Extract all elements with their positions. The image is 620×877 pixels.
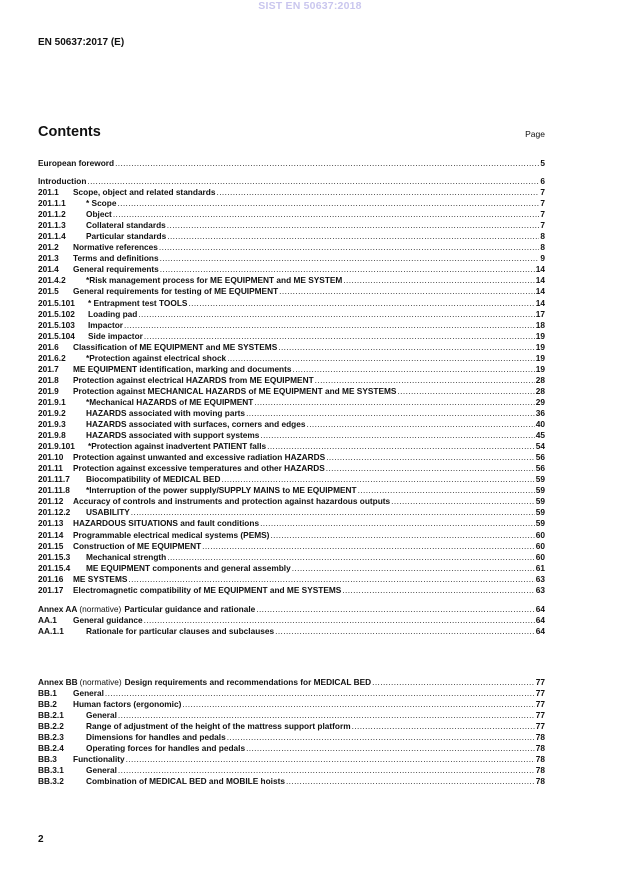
toc-entry-title: Protection against excessive temperatures and other HAZARDS <box>73 463 325 474</box>
toc-entry-title: Dimensions for handles and pedals <box>86 732 226 743</box>
toc-entry[interactable] <box>38 353 545 364</box>
toc-entry-page: 40 <box>535 419 545 430</box>
dot-leader <box>117 198 539 209</box>
toc-entry-number: 201.2 <box>38 242 59 253</box>
toc-entry-page: 17 <box>535 308 545 319</box>
toc-entry-page: 64 <box>535 604 545 614</box>
toc-entry-number: AA.1.1 <box>38 626 64 637</box>
toc-entry[interactable] <box>38 615 545 626</box>
dot-leader <box>115 158 539 169</box>
toc-entry-number: BB.3.2 <box>38 776 64 787</box>
toc-entry-page: 64 <box>535 615 545 626</box>
dot-leader <box>275 626 535 637</box>
toc-entry-foreword[interactable] <box>38 158 545 169</box>
dot-leader <box>391 496 535 507</box>
toc-entry[interactable] <box>38 386 545 397</box>
toc-entry[interactable] <box>38 331 545 342</box>
toc-entry-page: 78 <box>535 743 545 754</box>
dot-leader <box>260 430 534 441</box>
toc-entry-page: 78 <box>535 776 545 787</box>
dot-leader <box>260 518 535 529</box>
toc-entry-title: *Risk management process for ME EQUIPMENT and ME SYSTEM <box>86 275 343 286</box>
toc-entry-page: 6 <box>540 176 545 186</box>
toc-entry-title: HAZARDS associated with support systems <box>86 430 260 441</box>
toc-entry-page: 28 <box>535 374 545 385</box>
toc-entry-title: Loading pad <box>88 308 138 319</box>
toc-entry[interactable] <box>38 754 545 765</box>
dot-leader <box>278 342 535 353</box>
toc-entry-title: *Mechanical HAZARDS of ME EQUIPMENT <box>86 396 254 407</box>
toc-entry-page: 5 <box>540 158 545 168</box>
dot-leader <box>167 220 540 231</box>
toc-entry[interactable] <box>38 507 545 518</box>
toc-entry-number: 201.1.1 <box>38 198 66 209</box>
dot-leader <box>118 765 535 776</box>
dot-leader <box>202 541 535 552</box>
dot-leader <box>293 364 535 375</box>
toc-entry-page: 7 <box>540 209 545 220</box>
toc-entry[interactable] <box>38 585 545 596</box>
dot-leader <box>270 530 534 541</box>
toc-entry-title: Accuracy of controls and instruments and protection against hazardous outputs <box>73 496 391 507</box>
toc-entry[interactable] <box>38 699 545 710</box>
toc-entry[interactable] <box>38 176 545 187</box>
toc-entry[interactable] <box>38 231 545 242</box>
dot-leader <box>397 386 534 397</box>
toc-entry-number: 201.5 <box>38 286 59 297</box>
toc-entry-number: 201.5.104 <box>38 330 75 341</box>
toc-entry-title: Particular guidance and rationale <box>124 604 256 614</box>
toc-entry-page: 28 <box>535 385 545 396</box>
dot-leader <box>118 710 535 721</box>
dot-leader <box>131 507 535 518</box>
toc-entry[interactable] <box>38 721 545 732</box>
toc-entry[interactable] <box>38 452 545 463</box>
dot-leader <box>372 677 535 688</box>
toc-entry-page: 29 <box>535 396 545 407</box>
annex-label: Annex AA <box>38 604 78 614</box>
toc-entry-title: Protection against unwanted and excessive radiation HAZARDS <box>73 452 326 463</box>
toc-entry-title: HAZARDS associated with moving parts <box>86 407 246 418</box>
toc-entry-number: 201.6.2 <box>38 352 66 363</box>
toc-entry[interactable] <box>38 688 545 699</box>
toc-entry-page: 7 <box>540 220 545 231</box>
dot-leader <box>167 552 535 563</box>
toc-entry-title: Biocompatibility of MEDICAL BED <box>86 474 221 485</box>
toc-entry[interactable] <box>38 298 545 309</box>
toc-entry-number: 201.7 <box>38 363 59 374</box>
dot-leader <box>326 452 535 463</box>
toc-entry-number: BB.2.2 <box>38 721 64 732</box>
toc-entry-number: AA.1 <box>38 615 57 626</box>
toc-entry-number: 201.12 <box>38 496 64 507</box>
page-column-label: Page <box>525 129 545 139</box>
toc-entry-page: 36 <box>535 407 545 418</box>
dot-leader <box>286 776 535 787</box>
toc-entry-number: 201.15 <box>38 540 64 551</box>
toc-entry-number: 201.1.2 <box>38 209 66 220</box>
toc-entry-title: Object <box>86 209 112 220</box>
toc-entry-number: 201.1.4 <box>38 231 66 242</box>
toc-main-clauses <box>38 176 545 596</box>
toc-entry-title: USABILITY <box>86 507 130 518</box>
dot-leader <box>216 187 539 198</box>
toc-entry-page: 19 <box>535 341 545 352</box>
toc-entry-number: BB.3 <box>38 754 57 765</box>
toc-entry-title: Operating forces for handles and pedals <box>86 743 246 754</box>
toc-entry-title: Rationale for particular clauses and subclauses <box>86 626 275 637</box>
toc-entry-number: 201.16 <box>38 573 64 584</box>
toc-entry-title: Scope, object and related standards <box>73 187 216 198</box>
dot-leader <box>279 286 535 297</box>
toc-entry[interactable] <box>38 264 545 275</box>
dot-leader <box>227 732 535 743</box>
toc-entry-title: ME EQUIPMENT identification, marking and documents <box>73 363 292 374</box>
toc-entry-title: Terms and definitions <box>73 253 159 264</box>
toc-entry-title: European foreword <box>38 158 115 168</box>
toc-entry-number: 201.17 <box>38 584 64 595</box>
toc-entry[interactable] <box>38 397 545 408</box>
toc-entry[interactable] <box>38 375 545 386</box>
toc-entry[interactable] <box>38 530 545 541</box>
toc-entry-page: 77 <box>535 677 545 687</box>
toc-entry[interactable] <box>38 275 545 286</box>
toc-entry-number: 201.9.101 <box>38 441 75 452</box>
toc-entry-number: BB.2.3 <box>38 732 64 743</box>
toc-entry-title: Construction of ME EQUIPMENT <box>73 540 202 551</box>
toc-entry-number: 201.13 <box>38 518 64 529</box>
toc-entry[interactable] <box>38 198 545 209</box>
toc-entry-title: Human factors (ergonomic) <box>73 699 182 710</box>
toc-entry-page: 56 <box>535 452 545 463</box>
dot-leader <box>358 485 535 496</box>
dot-leader <box>221 474 534 485</box>
document-id-header: EN 50637:2017 (E) <box>38 37 125 48</box>
toc-entry[interactable] <box>38 209 545 220</box>
toc-entry-page: 45 <box>535 430 545 441</box>
toc-entry-number: 201.9 <box>38 385 59 396</box>
dot-leader <box>144 615 535 626</box>
dot-leader <box>159 242 540 253</box>
toc-entry-number: 201.4 <box>38 264 59 275</box>
toc-entry-number: 201.15.4 <box>38 562 71 573</box>
toc-entry[interactable] <box>38 710 545 721</box>
toc-entry[interactable] <box>38 626 545 637</box>
dot-leader <box>160 264 535 275</box>
toc-entry-number: 201.3 <box>38 253 59 264</box>
toc-entry[interactable] <box>38 743 545 754</box>
dot-leader <box>126 754 535 765</box>
annex-label: Annex BB <box>38 677 78 687</box>
toc-entry-page: 64 <box>535 626 545 637</box>
toc-entry-title: Normative references <box>73 242 158 253</box>
toc-entry-page: 60 <box>535 529 545 540</box>
toc-entry-number: 201.9.1 <box>38 396 66 407</box>
toc-entry[interactable] <box>38 485 545 496</box>
toc-entry-title: Protection against MECHANICAL HAZARDS of ME EQUIPMENT and ME SYSTEMS <box>73 385 397 396</box>
toc-entry-number: BB.3.1 <box>38 765 64 776</box>
toc-entry-title: Functionality <box>73 754 125 765</box>
toc-entry-title: *Interruption of the power supply/SUPPLY MAINS to ME EQUIPMENT <box>86 485 357 496</box>
toc-entry-page: 78 <box>535 765 545 776</box>
toc-entry[interactable] <box>38 496 545 507</box>
toc-entry[interactable] <box>38 320 545 331</box>
toc-entry[interactable] <box>38 518 545 529</box>
toc-annex-bb <box>38 677 545 787</box>
toc-entry-number: 201.5.101 <box>38 297 75 308</box>
toc-entry-title: ME SYSTEMS <box>73 573 128 584</box>
toc-entry-title: Collateral standards <box>86 220 166 231</box>
toc-entry[interactable] <box>38 574 545 585</box>
toc-entry[interactable] <box>38 463 545 474</box>
toc-entry-number: 201.5.102 <box>38 308 75 319</box>
toc-entry-title: General requirements for testing of ME EQUIPMENT <box>73 286 279 297</box>
dot-leader <box>326 463 535 474</box>
toc-entry-number: 201.8 <box>38 374 59 385</box>
toc-entry-title: ME EQUIPMENT components and general assembly <box>86 562 291 573</box>
dot-leader <box>160 253 540 264</box>
toc-entry-page: 63 <box>535 584 545 595</box>
toc-entry-page: 19 <box>535 330 545 341</box>
toc-entry-number: 201.14 <box>38 529 64 540</box>
toc-entry-title: HAZARDS associated with surfaces, corners and edges <box>86 419 306 430</box>
toc-entry-title: Classification of ME EQUIPMENT and ME SYSTEMS <box>73 341 278 352</box>
toc-entry[interactable] <box>38 408 545 419</box>
dot-leader <box>267 441 535 452</box>
toc-entry-page: 8 <box>540 231 545 242</box>
toc-entry-page: 77 <box>535 710 545 721</box>
toc-entry-page: 63 <box>535 573 545 584</box>
dot-leader <box>246 408 535 419</box>
toc-entry-title: General guidance <box>73 615 143 626</box>
toc-entry-title: *Protection against electrical shock <box>86 352 227 363</box>
toc-entry-title: Side impactor <box>88 330 143 341</box>
toc-entry-number: 201.9.2 <box>38 407 66 418</box>
dot-leader <box>113 209 540 220</box>
toc-entry-title: Range of adjustment of the height of the mattress support platform <box>86 721 351 732</box>
toc-entry[interactable] <box>38 286 545 297</box>
toc-entry-page: 59 <box>535 485 545 496</box>
dot-leader <box>227 353 535 364</box>
toc-entry-page: 77 <box>535 699 545 710</box>
toc-entry[interactable] <box>38 220 545 231</box>
toc-entry[interactable] <box>38 364 545 375</box>
toc-entry-page: 60 <box>535 540 545 551</box>
dot-leader <box>138 309 534 320</box>
dot-leader <box>315 375 535 386</box>
toc-entry-page: 19 <box>535 352 545 363</box>
toc-entry-page: 59 <box>535 507 545 518</box>
dot-leader <box>182 699 534 710</box>
dot-leader <box>342 585 534 596</box>
dot-leader <box>306 419 534 430</box>
toc-entry-number: 201.9.8 <box>38 430 66 441</box>
toc-entry[interactable] <box>38 552 545 563</box>
toc-entry-page: 14 <box>535 275 545 286</box>
toc-entry-title: General <box>86 765 117 776</box>
toc-foreword <box>38 158 545 169</box>
toc-entry-page: 7 <box>540 187 545 198</box>
toc-entry-title: Combination of MEDICAL BED and MOBILE hoists <box>86 776 285 787</box>
toc-entry-page: 60 <box>535 551 545 562</box>
dot-leader <box>167 231 539 242</box>
toc-entry-page: 59 <box>535 518 545 529</box>
toc-entry-annex-bb[interactable] <box>38 677 545 688</box>
toc-entry[interactable] <box>38 441 545 452</box>
toc-entry-page: 54 <box>535 441 545 452</box>
dot-leader <box>144 331 535 342</box>
toc-entry-title: Mechanical strength <box>86 551 167 562</box>
toc-entry-annex-aa[interactable] <box>38 604 545 615</box>
footer-page-number: 2 <box>38 834 44 845</box>
toc-entry[interactable] <box>38 430 545 441</box>
toc-entry-page: 14 <box>535 286 545 297</box>
toc-annex-aa <box>38 604 545 637</box>
toc-entry-title: *Protection against inadvertent PATIENT falls <box>88 441 267 452</box>
toc-entry-number: BB.2.1 <box>38 710 64 721</box>
dot-leader <box>256 604 535 615</box>
toc-entry-number: BB.2.4 <box>38 743 64 754</box>
toc-entry-title: Programmable electrical medical systems (PEMS) <box>73 529 270 540</box>
toc-entry-page: 14 <box>535 264 545 275</box>
toc-entry-title: Design requirements and recommendations for MEDICAL BED <box>124 677 372 687</box>
toc-entry-number: 201.11.8 <box>38 485 70 496</box>
toc-entry-number: 201.12.2 <box>38 507 71 518</box>
toc-entry[interactable] <box>38 187 545 198</box>
toc-entry-number: 201.1.3 <box>38 220 66 231</box>
toc-entry-page: 7 <box>540 198 545 209</box>
toc-entry[interactable] <box>38 342 545 353</box>
toc-entry-page: 59 <box>535 496 545 507</box>
toc-entry-page: 61 <box>535 562 545 573</box>
toc-entry-title: General requirements <box>73 264 159 275</box>
toc-entry-page: 78 <box>535 754 545 765</box>
toc-entry[interactable] <box>38 541 545 552</box>
toc-entry-title: Particular standards <box>86 231 167 242</box>
toc-entry-title: HAZARDOUS SITUATIONS and fault conditions <box>73 518 260 529</box>
toc-entry-number: 201.5.103 <box>38 319 75 330</box>
toc-entry-page: 9 <box>540 253 545 264</box>
toc-entry-number: 201.9.3 <box>38 419 66 430</box>
toc-entry[interactable] <box>38 765 545 776</box>
toc-entry-number: BB.1 <box>38 688 57 699</box>
toc-entry[interactable] <box>38 242 545 253</box>
dot-leader <box>254 397 534 408</box>
dot-leader <box>188 298 534 309</box>
toc-entry-number: 201.1 <box>38 187 59 198</box>
toc-entry-number: 201.15.3 <box>38 551 71 562</box>
toc-entry[interactable] <box>38 253 545 264</box>
toc-entry-page: 78 <box>535 732 545 743</box>
toc-entry-page: 8 <box>540 242 545 253</box>
toc-entry-page: 77 <box>535 688 545 699</box>
dot-leader <box>124 320 535 331</box>
dot-leader <box>292 563 535 574</box>
toc-entry-page: 77 <box>535 721 545 732</box>
toc-entry-number: 201.6 <box>38 341 59 352</box>
toc-entry-number: 201.11 <box>38 463 63 474</box>
toc-entry-page: 19 <box>535 363 545 374</box>
dot-leader <box>87 176 539 187</box>
toc-entry[interactable] <box>38 474 545 485</box>
toc-entry-page: 14 <box>535 297 545 308</box>
toc-entry-number: 201.4.2 <box>38 275 66 286</box>
dot-leader <box>352 721 535 732</box>
toc-entry-page: 56 <box>535 463 545 474</box>
dot-leader <box>246 743 535 754</box>
annex-qualifier: (normative) <box>79 604 122 614</box>
toc-entry[interactable] <box>38 732 545 743</box>
toc-entry-title: Protection against electrical HAZARDS from ME EQUIPMENT <box>73 374 314 385</box>
toc-entry-title: Electromagnetic compatibility of ME EQUIPMENT and ME SYSTEMS <box>73 584 342 595</box>
toc-entry-number: 201.10 <box>38 452 64 463</box>
toc-entry-number: BB.2 <box>38 699 57 710</box>
toc-entry-title: Introduction <box>38 176 87 186</box>
toc-entry-page: 18 <box>535 319 545 330</box>
toc-entry[interactable] <box>38 419 545 430</box>
toc-entry-title: General <box>73 688 104 699</box>
watermark: SIST EN 50637:2018 <box>258 0 362 12</box>
toc-entry-title: Impactor <box>88 319 124 330</box>
page-title: Contents <box>38 124 101 140</box>
toc-entry[interactable] <box>38 309 545 320</box>
toc-entry[interactable] <box>38 563 545 574</box>
toc-entry-number: 201.11.7 <box>38 474 70 485</box>
toc-entry[interactable] <box>38 776 545 787</box>
toc-entry-title: * Scope <box>86 198 117 209</box>
dot-leader <box>128 574 534 585</box>
toc-entry-title: General <box>86 710 117 721</box>
toc-entry-page: 59 <box>535 474 545 485</box>
annex-qualifier: (normative) <box>79 677 122 687</box>
dot-leader <box>343 275 534 286</box>
dot-leader <box>105 688 535 699</box>
toc-entry-title: * Entrapment test TOOLS <box>88 297 188 308</box>
